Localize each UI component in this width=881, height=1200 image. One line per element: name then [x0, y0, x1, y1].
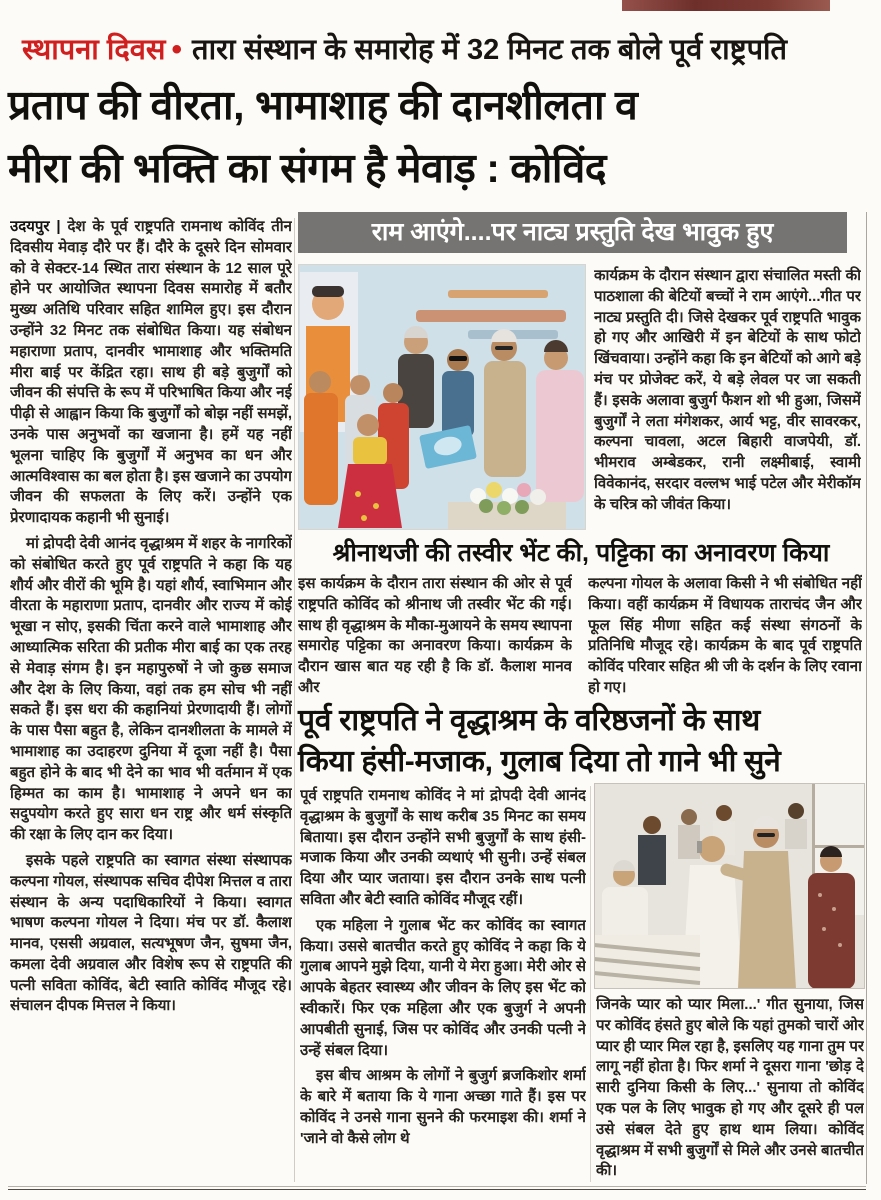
- shrinath-column-1: [298, 574, 572, 696]
- ram-box-body: [594, 266, 861, 536]
- column-rule-left: [294, 218, 295, 1182]
- oldage-paragraph-2: एक महिला ने गुलाब भेंट कर कोविंद का स्वागत किया। उससे बातचीत करते हुए कोविंद ने कहा कि ये गुलाब आपने मुझे दिया, यानी ये मेरा हुआ। मेरी ओर से आपके बेहतर स्वास्थ्य और जीवन के लिए इस भेंट को स्वीकारें। फिर एक महिला और एक बुजुर्ग ने अपनी आपबीती सुनाई, जिस पर कोविंद और उनकी पत्नी ने उन्हें संबल दिया।: [300, 916, 586, 1059]
- ceremony-photo: [298, 264, 586, 530]
- ram-box-headline: राम आएंगे....पर नाट्य प्रस्तुति देख भावुक हुए: [298, 212, 847, 253]
- oldage-paragraph-1: पूर्व राष्ट्रपति रामनाथ कोविंद ने मां द्रोपदी देवी आनंद वृद्धाश्रम के बुजुर्गों के साथ करीब 35 मिनट का समय बिताया। इस दौरान उन्होंने सभी बुजुर्गों के साथ हंसी-मजाक किया और उनकी व्यथाएं भी सुनी। उन्हें संबल दिया और प्यार जताया। इस दौरान उनके साथ पत्नी सविता और बेटी स्वाति कोविंद मौजूद रहीं।: [300, 787, 586, 908]
- bullet-icon: •: [171, 33, 183, 66]
- kicker-text: तारा संस्थान के समारोह में 32 मिनट तक बोले पूर्व राष्ट्रपति: [192, 34, 788, 66]
- column-rule-right: [866, 212, 867, 1184]
- kicker: [22, 27, 867, 73]
- oldage-headline: [298, 700, 876, 784]
- shrinath-headline: श्रीनाथजी की तस्वीर भेंट की, पट्टिका का अनावरण किया: [332, 539, 830, 567]
- president-figure: [484, 361, 526, 477]
- lead-paragraph-2: मां द्रोपदी देवी आनंद वृद्धाश्रम में शहर के नागरिकों को संबोधित करते हुए पूर्व राष्ट्रपति ने कहा कि यह शौर्य और वीरों की भूमि है। यहां शौर्य, स्वाभिमान और वीरता के महाराणा प्रताप, दानवीर और राज्य में कोई भूखा न सोए, इसकी चिंता करने वाले भामाशाह और आध्यात्मिक सरिता की प्रतीक मीरा बाई का एक तरह से मेवाड़ संगम है। इन महापुरुषों ने जो कुछ समाज और देश के लिए किया, वहां तक हम सोच भी नहीं सकते हैं। इस धरा की कहानियां प्रेरणादायी हैं। लोगों के पास पैसा बहुत है, लेकिन दानशीलता के मामले में भामाशाह का उदाहरण दुनिया में दूजा नहीं है। पैसा बहुत होने के बाद भी देने का भाव भी वर्तमान में एक हिम्मत का काम है। भामाशाह ने अपने धन का सदुपयोग करते हुए सारा धन राष्ट्र और धर्म संस्कृति की रक्षा के लिए दान कर दिया।: [10, 534, 292, 844]
- ram-box-paragraph: कार्यक्रम के दौरान संस्थान द्वारा संचालित मस्ती की पाठशाला की बेटियों बच्चों ने राम आएंगे...गीत पर नाट्य प्रस्तुति दी। जिसे देखकर पूर्व राष्ट्रपति भावुक हो गए और आखिरी में इन बेटियों के साथ फोटो खिंचवाया। उन्होंने कहा कि इन बेटियों को आगे बड़े मंच पर प्रोजेक्ट करें, ये बड़े लेवल पर जा सकती हैं। इसके अलावा बुजुर्ग फैशन शो भी हुआ, जिसमें बुजुर्गों ने लता मंगेशकर, आर्य भट्ट, वीर सावरकर, कल्पना चावला, अटल बिहारी वाजपेयी, डॉ. भीमराव अम्बेडकर, रानी लक्ष्मीबाई, स्वामी विवेकानंद, सरदार वल्लभ भाई पटेल और मेरीकॉम के चरित्र को जीवंत किया।: [594, 267, 861, 513]
- lead-paragraph-1-text: देश के पूर्व राष्ट्रपति रामनाथ कोविंद तीन दिवसीय मेवाड़ दौरे पर हैं। दौरे के दूसरे दिन सोमवार को वे सेक्टर-14 स्थित तारा संस्थान के 12 साल पूरे होने पर आयोजित स्थापना दिवस समारोह में बतौर मुख्य अतिथि परिवार सहित शामिल हुए। इस दौरान उन्होंने 32 मिनट तक संबोधित किया। यह संबोधन महाराणा प्रताप, दानवीर भामाशाह और भक्तिमति मीरा बाई पर केंद्रित रहा। साथ ही बड़े बुजुर्गों को जीवन की संपत्ति के रूप में परिभाषित किया और नई पीढ़ी से आह्वान किया कि बुजुर्गों को बोझ नहीं समझें, उनके पास अनुभवों का खजाना है। हमें यह नहीं भूलना चाहिए कि बुजुर्गों में अनुभव का धन और आत्मविश्वास का बल होता है। इस खजाने का उपयोग जीवन की सफलता के लिए करें। उन्होंने एक प्रेरणादायक कहानी भी सुनाई।: [10, 218, 292, 527]
- shrinath-col1-text: इस कार्यक्रम के दौरान तारा संस्थान की ओर से पूर्व राष्ट्रपति कोविंद को श्रीनाथ जी तस्वीर भेंट की गई। साथ ही वृद्धाश्रम के मौका-मुआयने के समय स्थापना समारोह पट्टिका का अनावरण किया। कार्यक्रम के दौरान खास बात यह रही है कि डॉ. कैलाश मानव और: [298, 575, 572, 696]
- main-headline-line1: प्रताप की वीरता, भामाशाह की दानशीलता व: [8, 82, 638, 128]
- ashram-photo: [594, 783, 865, 989]
- oldage-col2-text: जिनके प्यार को प्यार मिला...' गीत सुनाया, जिस पर कोविंद हंसते हुए बोले कि यहां तुमको चारों ओर प्यार ही प्यार मिल रहा है, इसलिए यह गाना तुम पर लागू नहीं होता है। फिर शर्मा ने दूसरा गाना 'छोड़ दे सारी दुनिया किसी के लिए...' सुनाया तो कोविंद एक पल के लिए भावुक हो गए और दूसरे ही पल उसे संबल देते हुए हाथ थाम लिया। कोविंद वृद्धाश्रम में सभी बुजुर्गों से मिले और उनसे बातचीत की।: [596, 996, 864, 1180]
- sunglasses: [449, 356, 467, 361]
- main-headline-line2: मीरा की भक्ति का संगम है मेवाड़ : कोविंद: [8, 145, 607, 191]
- shrinath-column-2: [588, 574, 862, 696]
- lead-paragraph-3: इसके पहले राष्ट्रपति का स्वागत संस्था संस्थापक कल्पना गोयल, संस्थापक सचिव दीपेश मित्तल व तारा संस्थान के अन्य पदाधिकारियों ने किया। स्वागत भाषण कल्पना गोयल ने दिया। मंच पर डॉ. कैलाश मानव, एससी अग्रवाल, सत्यभूषण जैन, सुषमा जैन, कमला देवी अग्रवाल और विशेष रूप से राष्ट्रपति की पत्नी सविता कोविंद, बेटी स्वाति कोविंद मौजूद रहे। संचालन दीपक मित्तल ने किया।: [10, 851, 292, 1015]
- main-headline: [8, 74, 874, 200]
- oldage-paragraph-3: इस बीच आश्रम के लोगों ने बुजुर्ग ब्रजकिशोर शर्मा के बारे में बताया कि ये गाना अच्छा गाते हैं। इस पर कोविंद ने उनसे गाना सुनने की फरमाइश की। शर्मा ने 'जाने वो कैसे लोग थे: [300, 1067, 586, 1147]
- woman-figure: [808, 873, 855, 989]
- oldage-article-column: [300, 786, 586, 1184]
- oldage-headline-line1: पूर्व राष्ट्रपति ने वृद्धाश्रम के वरिष्ठजनों के साथ: [298, 704, 761, 737]
- lead-paragraph-1: [10, 217, 292, 529]
- dateline: उदयपुर |: [10, 218, 61, 235]
- masthead-fragment-bar: [622, 0, 830, 11]
- kicker-label: स्थापना दिवस: [22, 34, 166, 66]
- shrinath-col2-text: कल्पना गोयल के अलावा किसी ने भी संबोधित नहीं किया। वहीं कार्यक्रम में विधायक ताराचंद जैन और फूल सिंह मीणा सहित कई संस्था संगठनों के प्रतिनिधि मौजूद रहे। कार्यक्रम के बाद पूर्व राष्ट्रपति कोविंद परिवार सहित श्री जी के दर्शन के लिए रवाना हो गए।: [588, 575, 862, 696]
- column-rule-middle: [590, 786, 591, 1182]
- security-figure: [638, 835, 666, 885]
- bottom-border-rule: [8, 1186, 866, 1187]
- lead-article-column: [10, 217, 292, 1185]
- oldage-headline-line2: किया हंसी-मजाक, गुलाब दिया तो गाने भी सुने: [298, 745, 781, 778]
- oldage-column-2: [596, 995, 864, 1185]
- elderly-man-figure: [699, 836, 725, 862]
